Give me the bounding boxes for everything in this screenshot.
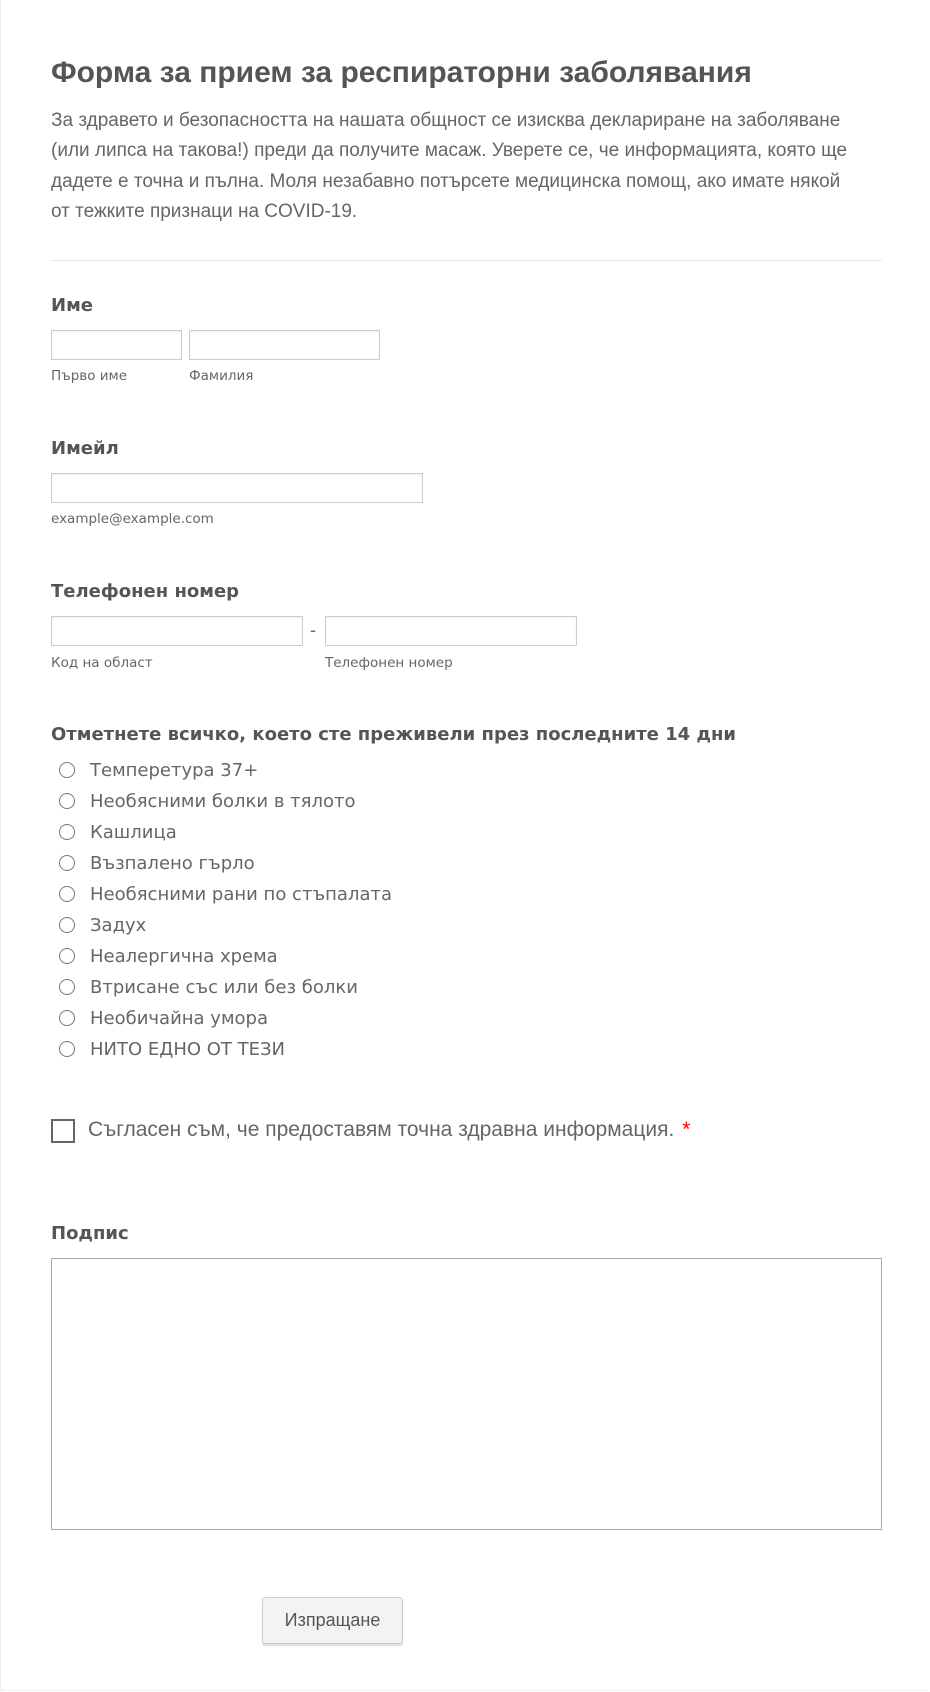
symptom-option[interactable] [59, 758, 258, 782]
symptom-option[interactable] [59, 913, 146, 937]
radio-button[interactable] [59, 1041, 75, 1057]
area-code-input[interactable] [51, 616, 303, 646]
first-name-input[interactable] [51, 330, 182, 360]
radio-button[interactable] [59, 824, 75, 840]
symptom-option[interactable] [59, 1006, 268, 1030]
radio-button[interactable] [59, 855, 75, 871]
symptom-option-label: Необясними рани по стъпалата [90, 883, 393, 905]
symptom-option-label: НИТО ЕДНО ОТ ТЕЗИ [90, 1038, 286, 1060]
symptom-option[interactable] [59, 820, 177, 844]
symptom-option[interactable] [59, 882, 392, 906]
signature-label: Подпис [51, 1223, 129, 1244]
first-name-sublabel: Първо име [51, 368, 128, 384]
phone-number-input[interactable] [325, 616, 577, 646]
consent-text: Съгласен съм, че предоставям точна здравна информация. [88, 1118, 675, 1141]
radio-button[interactable] [59, 793, 75, 809]
signature-pad[interactable] [51, 1258, 882, 1530]
area-code-sublabel: Код на област [51, 655, 153, 671]
radio-button[interactable] [59, 886, 75, 902]
submit-button[interactable]: Изпращане [262, 1597, 403, 1644]
email-label: Имейл [51, 438, 119, 459]
symptom-option[interactable] [59, 944, 278, 968]
symptom-option-label: Кашлица [90, 821, 177, 843]
name-label: Име [51, 295, 93, 316]
email-sublabel: example@example.com [51, 511, 214, 527]
symptom-option[interactable] [59, 851, 255, 875]
radio-button[interactable] [59, 762, 75, 778]
divider [51, 260, 882, 261]
symptom-option-label: Необясними болки в тялото [90, 790, 356, 812]
radio-button[interactable] [59, 1010, 75, 1026]
radio-button[interactable] [59, 948, 75, 964]
radio-button[interactable] [59, 917, 75, 933]
form-title: Форма за прием за респираторни заболявания [51, 56, 752, 89]
symptom-option-label: Втрисане със или без болки [90, 976, 358, 998]
last-name-sublabel: Фамилия [189, 368, 254, 384]
symptom-option[interactable] [59, 789, 355, 813]
symptom-option-label: Необичайна умора [90, 1007, 269, 1029]
symptom-option-label: Неалергична хрема [90, 945, 278, 967]
radio-button[interactable] [59, 979, 75, 995]
phone-separator: - [310, 620, 316, 640]
symptom-option-label: Темперетура 37+ [90, 759, 259, 781]
consent-checkbox[interactable] [51, 1119, 75, 1143]
form-description: За здравето и безопасността на нашата общност се изисква деклариране на заболяване (или липса на такова!) преди да получите масаж. Уверете се, че информацията, която ще дадете е точна и пълна. Моля незабавно потърсете медицинска помощ, ако имате някой от тежките признаци на COVID-19. [51, 110, 848, 222]
symptom-option-label: Задух [90, 914, 147, 936]
last-name-input[interactable] [189, 330, 380, 360]
phone-number-sublabel: Телефонен номер [325, 655, 453, 671]
symptom-option[interactable] [59, 975, 358, 999]
consent-label[interactable] [88, 1118, 690, 1142]
symptom-option-label: Възпалено гърло [90, 852, 255, 874]
phone-label: Телефонен номер [51, 581, 240, 602]
symptoms-label: Отметнете всичко, което сте преживели през последните 14 дни [51, 724, 737, 745]
email-input[interactable] [51, 473, 423, 503]
required-asterisk: * [682, 1118, 691, 1141]
symptom-option[interactable] [59, 1037, 285, 1061]
